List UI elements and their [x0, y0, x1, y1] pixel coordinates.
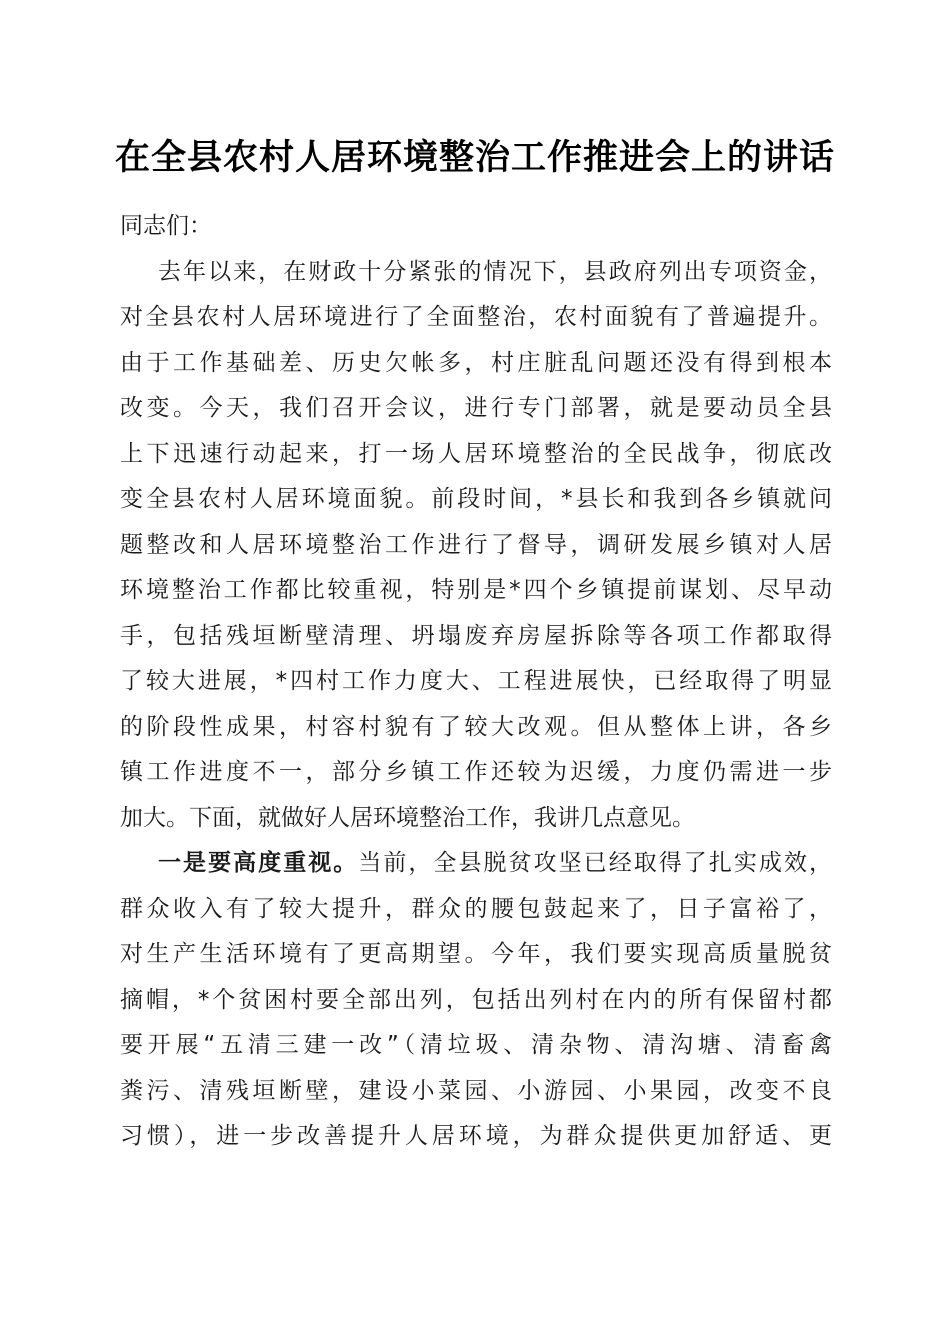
paragraph-2-first-line	[120, 841, 832, 887]
paragraph-1-line: 镇工作进度不一，部分乡镇工作还较为迟缓，力度仍需进一步	[120, 759, 832, 785]
paragraph-1-line: 了较大进展，*四村工作力度大、工程进展快，已经取得了明显	[120, 668, 832, 694]
salutation: 同志们：	[120, 213, 212, 239]
document-body	[120, 204, 832, 1160]
paragraph-1-line: 手，包括残垣断壁清理、坍塌废弃房屋拆除等各项工作都取得	[120, 622, 832, 649]
paragraph-1-line: 上下迅速行动起来，打一场人居环境整治的全民战争，彻底改	[120, 440, 832, 467]
paragraph-1-line: 变全县农村人居环境面貌。前段时间，*县长和我到各乡镇就问	[120, 486, 832, 512]
paragraph-2-line: 对生产生活环境有了更高期望。今年，我们要实现高质量脱贫	[120, 941, 832, 967]
paragraph-2-first-rest: 当前，全县脱贫攻坚已经取得了扎实成效，	[358, 850, 833, 876]
paragraph-1-line: 由于工作基础差、历史欠帐多，村庄脏乱问题还没有得到根本	[120, 349, 832, 376]
paragraph-2-line: 习惯），进一步改善提升人居环境，为群众提供更加舒适、更	[120, 1123, 832, 1149]
paragraph-2-line: 摘帽，*个贫困村要全部出列，包括出列村在内的所有保留村都	[120, 986, 832, 1013]
paragraph-2-line: 群众收入有了较大提升，群众的腰包鼓起来了，日子富裕了，	[120, 895, 832, 922]
paragraph-2-line: 要开展“五清三建一改”（清垃圾、清杂物、清沟塘、清畜禽	[120, 1032, 832, 1058]
paragraph-1-line: 去年以来，在财政十分紧张的情况下，县政府列出专项资金，	[158, 258, 832, 285]
paragraph-1-line: 题整改和人居环境整治工作进行了督导，调研发展乡镇对人居	[120, 531, 832, 558]
paragraph-1-line: 加大。下面，就做好人居环境整治工作，我讲几点意见。	[120, 804, 695, 831]
paragraph-1-line: 的阶段性成果，村容村貌有了较大改观。但从整体上讲，各乡	[120, 713, 832, 740]
paragraph-2-heading: 一是要高度重视。	[158, 850, 359, 876]
paragraph-2-line: 粪污、清残垣断壁，建设小菜园、小游园、小果园，改变不良	[120, 1077, 832, 1104]
paragraph-1-line: 环境整治工作都比较重视，特别是*四个乡镇提前谋划、尽早动	[120, 577, 832, 603]
paragraph-1-line: 对全县农村人居环境进行了全面整治，农村面貌有了普遍提升。	[120, 304, 832, 330]
document-title: 在全县农村人居环境整治工作推进会上的讲话	[114, 137, 835, 178]
paragraph-1-line: 改变。今天，我们召开会议，进行专门部署，就是要动员全县	[120, 395, 832, 421]
